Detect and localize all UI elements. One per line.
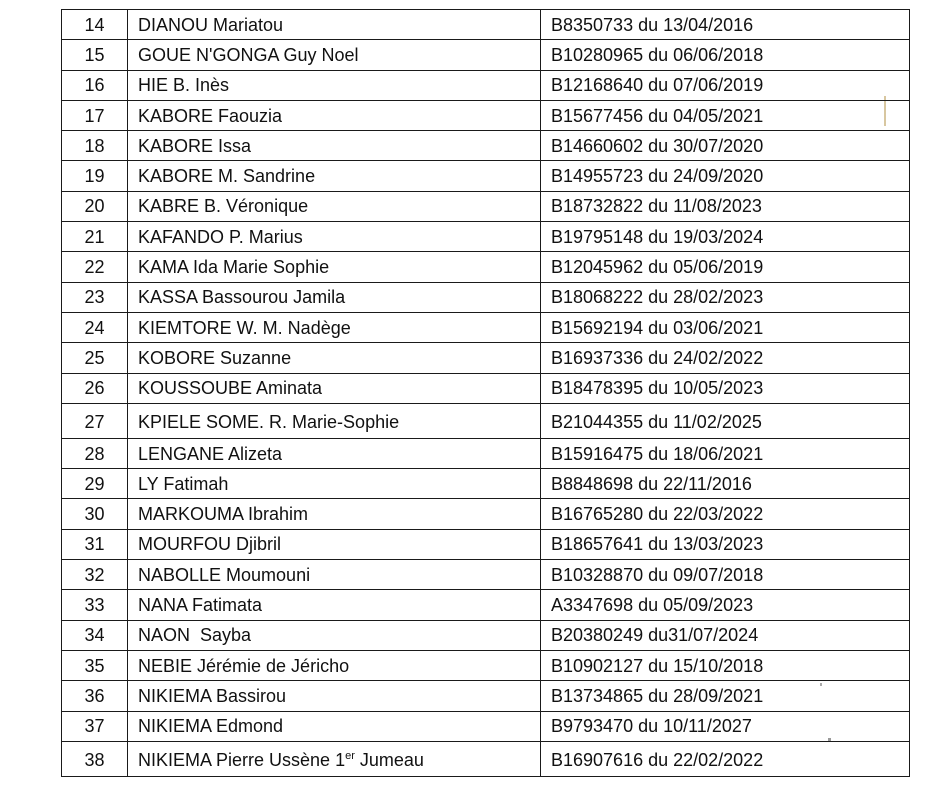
document-reference: B16937336 du 24/02/2022 [541, 343, 910, 373]
table-row [62, 529, 910, 559]
document-reference: B13734865 du 28/09/2021 [541, 681, 910, 711]
document-reference: B20380249 du31/07/2024 [541, 620, 910, 650]
table-row [62, 131, 910, 161]
person-name: KAFANDO P. Marius [128, 222, 541, 252]
row-number: 33 [62, 590, 128, 620]
row-number: 22 [62, 252, 128, 282]
row-number: 31 [62, 529, 128, 559]
row-number: 37 [62, 711, 128, 741]
document-reference: B15692194 du 03/06/2021 [541, 312, 910, 342]
person-name-main: NIKIEMA Pierre Ussène 1 [138, 750, 346, 771]
row-number: 27 [62, 403, 128, 438]
document-reference: B10902127 du 15/10/2018 [541, 650, 910, 680]
document-reference: B8848698 du 22/11/2016 [541, 469, 910, 499]
row-number: 24 [62, 312, 128, 342]
table-row [62, 681, 910, 711]
table-row [62, 282, 910, 312]
document-reference: B10328870 du 09/07/2018 [541, 560, 910, 590]
row-number: 15 [62, 40, 128, 70]
document-reference: B18732822 du 11/08/2023 [541, 191, 910, 221]
document-reference: B16907616 du 22/02/2022 [541, 741, 910, 776]
document-reference: B14660602 du 30/07/2020 [541, 131, 910, 161]
row-number: 26 [62, 373, 128, 403]
table-row [62, 252, 910, 282]
row-number: 35 [62, 650, 128, 680]
row-number: 20 [62, 191, 128, 221]
document-reference: B14955723 du 24/09/2020 [541, 161, 910, 191]
table-row [62, 403, 910, 438]
document-reference: B18657641 du 13/03/2023 [541, 529, 910, 559]
row-number: 34 [62, 620, 128, 650]
table-row [62, 70, 910, 100]
row-number: 30 [62, 499, 128, 529]
row-number: 19 [62, 161, 128, 191]
document-reference: B18478395 du 10/05/2023 [541, 373, 910, 403]
row-number: 16 [62, 70, 128, 100]
document-reference: B18068222 du 28/02/2023 [541, 282, 910, 312]
person-name: HIE B. Inès [128, 70, 541, 100]
table-row [62, 222, 910, 252]
table-row [62, 312, 910, 342]
person-name: KABRE B. Véronique [128, 191, 541, 221]
table-row [62, 590, 910, 620]
row-number: 25 [62, 343, 128, 373]
row-number: 14 [62, 10, 128, 40]
roster-body [62, 10, 910, 777]
table-row [62, 161, 910, 191]
person-name: NANA Fatimata [128, 590, 541, 620]
row-number: 28 [62, 438, 128, 468]
document-reference: B16765280 du 22/03/2022 [541, 499, 910, 529]
person-name: DIANOU Mariatou [128, 10, 541, 40]
table-row [62, 343, 910, 373]
row-number: 38 [62, 741, 128, 776]
person-name: KPIELE SOME. R. Marie-Sophie [128, 403, 541, 438]
table-row [62, 499, 910, 529]
person-name: KAMA Ida Marie Sophie [128, 252, 541, 282]
document-reference: A3347698 du 05/09/2023 [541, 590, 910, 620]
person-name: KOBORE Suzanne [128, 343, 541, 373]
document-reference: B19795148 du 19/03/2024 [541, 222, 910, 252]
person-name: KIEMTORE W. M. Nadège [128, 312, 541, 342]
row-number: 17 [62, 100, 128, 130]
person-name: NAON Sayba [128, 620, 541, 650]
document-reference: B15916475 du 18/06/2021 [541, 438, 910, 468]
person-name: KABORE Faouzia [128, 100, 541, 130]
person-name: LY Fatimah [128, 469, 541, 499]
document-reference: B8350733 du 13/04/2016 [541, 10, 910, 40]
person-name [128, 741, 541, 776]
person-name: MOURFOU Djibril [128, 529, 541, 559]
person-name: KABORE M. Sandrine [128, 161, 541, 191]
table-row [62, 560, 910, 590]
document-reference: B12168640 du 07/06/2019 [541, 70, 910, 100]
person-name: NIKIEMA Bassirou [128, 681, 541, 711]
table-row [62, 373, 910, 403]
row-number: 18 [62, 131, 128, 161]
table-row [62, 620, 910, 650]
person-name: GOUE N'GONGA Guy Noel [128, 40, 541, 70]
table-row [62, 191, 910, 221]
row-number: 23 [62, 282, 128, 312]
person-name: NEBIE Jérémie de Jéricho [128, 650, 541, 680]
person-name-tail: Jumeau [354, 750, 424, 771]
person-name: NABOLLE Moumouni [128, 560, 541, 590]
row-number: 29 [62, 469, 128, 499]
table-row [62, 10, 910, 40]
document-reference: B9793470 du 10/11/2027 [541, 711, 910, 741]
ordinal-suffix: er [345, 750, 355, 763]
person-name: KABORE Issa [128, 131, 541, 161]
document-reference: B12045962 du 05/06/2019 [541, 252, 910, 282]
table-row [62, 100, 910, 130]
roster-table [61, 9, 910, 777]
row-number: 36 [62, 681, 128, 711]
table-row [62, 40, 910, 70]
table-row [62, 469, 910, 499]
table-row [62, 711, 910, 741]
document-reference: B21044355 du 11/02/2025 [541, 403, 910, 438]
document-reference: B10280965 du 06/06/2018 [541, 40, 910, 70]
table-row [62, 650, 910, 680]
table-row [62, 438, 910, 468]
table-row [62, 741, 910, 776]
row-number: 21 [62, 222, 128, 252]
person-name: LENGANE Alizeta [128, 438, 541, 468]
row-number: 32 [62, 560, 128, 590]
person-name: KASSA Bassourou Jamila [128, 282, 541, 312]
person-name: KOUSSOUBE Aminata [128, 373, 541, 403]
person-name: MARKOUMA Ibrahim [128, 499, 541, 529]
person-name: NIKIEMA Edmond [128, 711, 541, 741]
document-reference: B15677456 du 04/05/2021 [541, 100, 910, 130]
